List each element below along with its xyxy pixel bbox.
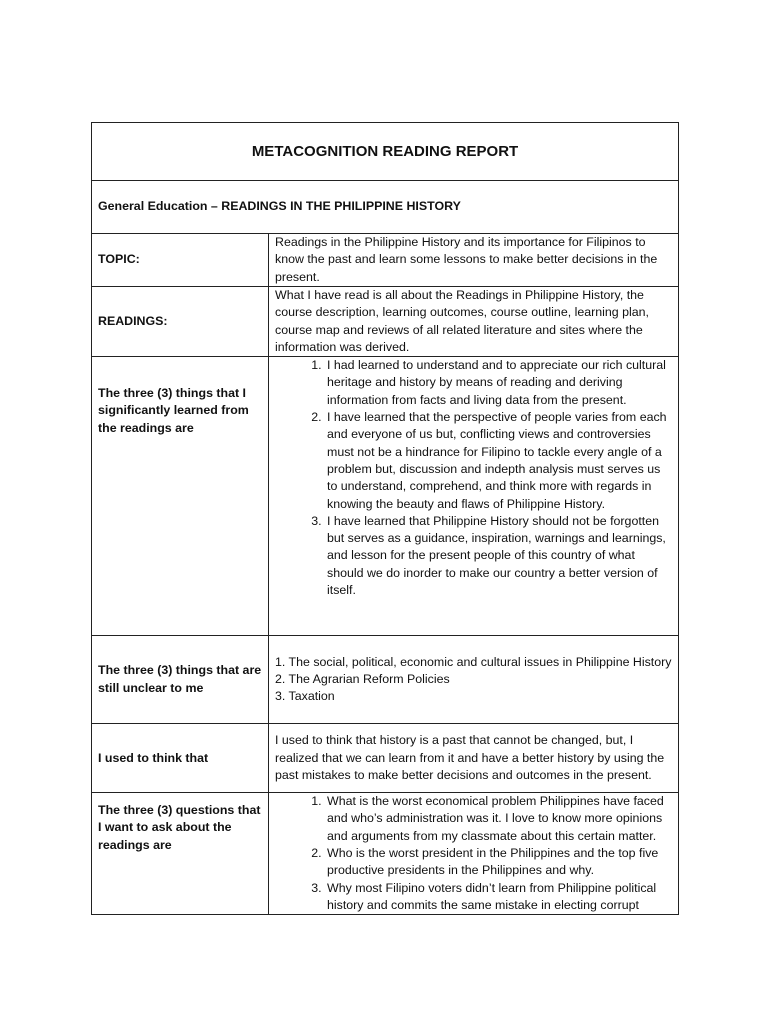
unclear-label: The three (3) things that are still unclear to me [92,636,269,724]
list-item: 3. Why most Filipino voters didn’t learn from Philippine political history and commits the same mistake in electing corrupt [325,880,674,915]
unclear-list-cell [269,636,679,724]
learned-list [275,357,674,599]
list-item: 1. What is the worst economical problem Philippines have faced and who’s administration was it. I love to know more opinions and arguments from my classmate about this certain matter. [325,793,674,845]
report-title: METACOGNITION READING REPORT [92,123,679,181]
questions-list-cell [269,793,679,915]
list-item: 3. I have learned that Philippine History should not be forgotten but serves as a guidance, inspiration, warnings and learnings, and lesson for the present people of this country of what should we do inorder to make our country a better version of itself. [325,513,674,599]
topic-text: Readings in the Philippine History and its importance for Filipinos to know the past and learn some lessons to make better decisions in the present. [269,234,679,287]
learned-label: The three (3) things that I significantly learned from the readings are [92,357,269,636]
readings-label: READINGS: [92,287,269,357]
list-item: 1. The social, political, economic and cultural issues in Philippine History [275,654,672,669]
list-item: 1. I had learned to understand and to appreciate our rich cultural heritage and history by means of reading and deriving information from facts and living data from the present. [325,357,674,409]
course-subtitle: General Education – READINGS IN THE PHILIPPINE HISTORY [92,181,679,234]
readings-text: What I have read is all about the Readings in Philippine History, the course description, learning outcomes, course outline, learning plan, course map and reviews of all related literature and sites where the information was derived. [269,287,679,357]
list-item: 2. The Agrarian Reform Policies [275,672,450,687]
used-to-think-text: I used to think that history is a past that cannot be changed, but, I realized that we can learn from it and have a better history by using the past mistakes to make better decisions and outcomes in the present. [269,724,679,793]
report-sheet [91,122,678,915]
questions-list [275,793,674,914]
topic-label: TOPIC: [92,234,269,287]
list-item: 2. Who is the worst president in the Philippines and the top five productive presidents in the Philippines and why. [325,845,674,880]
report-table [91,122,679,915]
learned-list-cell [269,357,679,636]
used-to-think-label: I used to think that [92,724,269,793]
list-item: 3. Taxation [275,689,335,704]
questions-label: The three (3) questions that I want to ask about the readings are [92,793,269,915]
list-item: 2. I have learned that the perspective of people varies from each and everyone of us but, conflicting views and controversies must not be a hindrance for Filipino to tackle every angle of a problem but, discussion and indepth analysis must serves us to understand, comprehend, and think more with regards in knowing the beauty and flaws of Philippine History. [325,409,674,513]
